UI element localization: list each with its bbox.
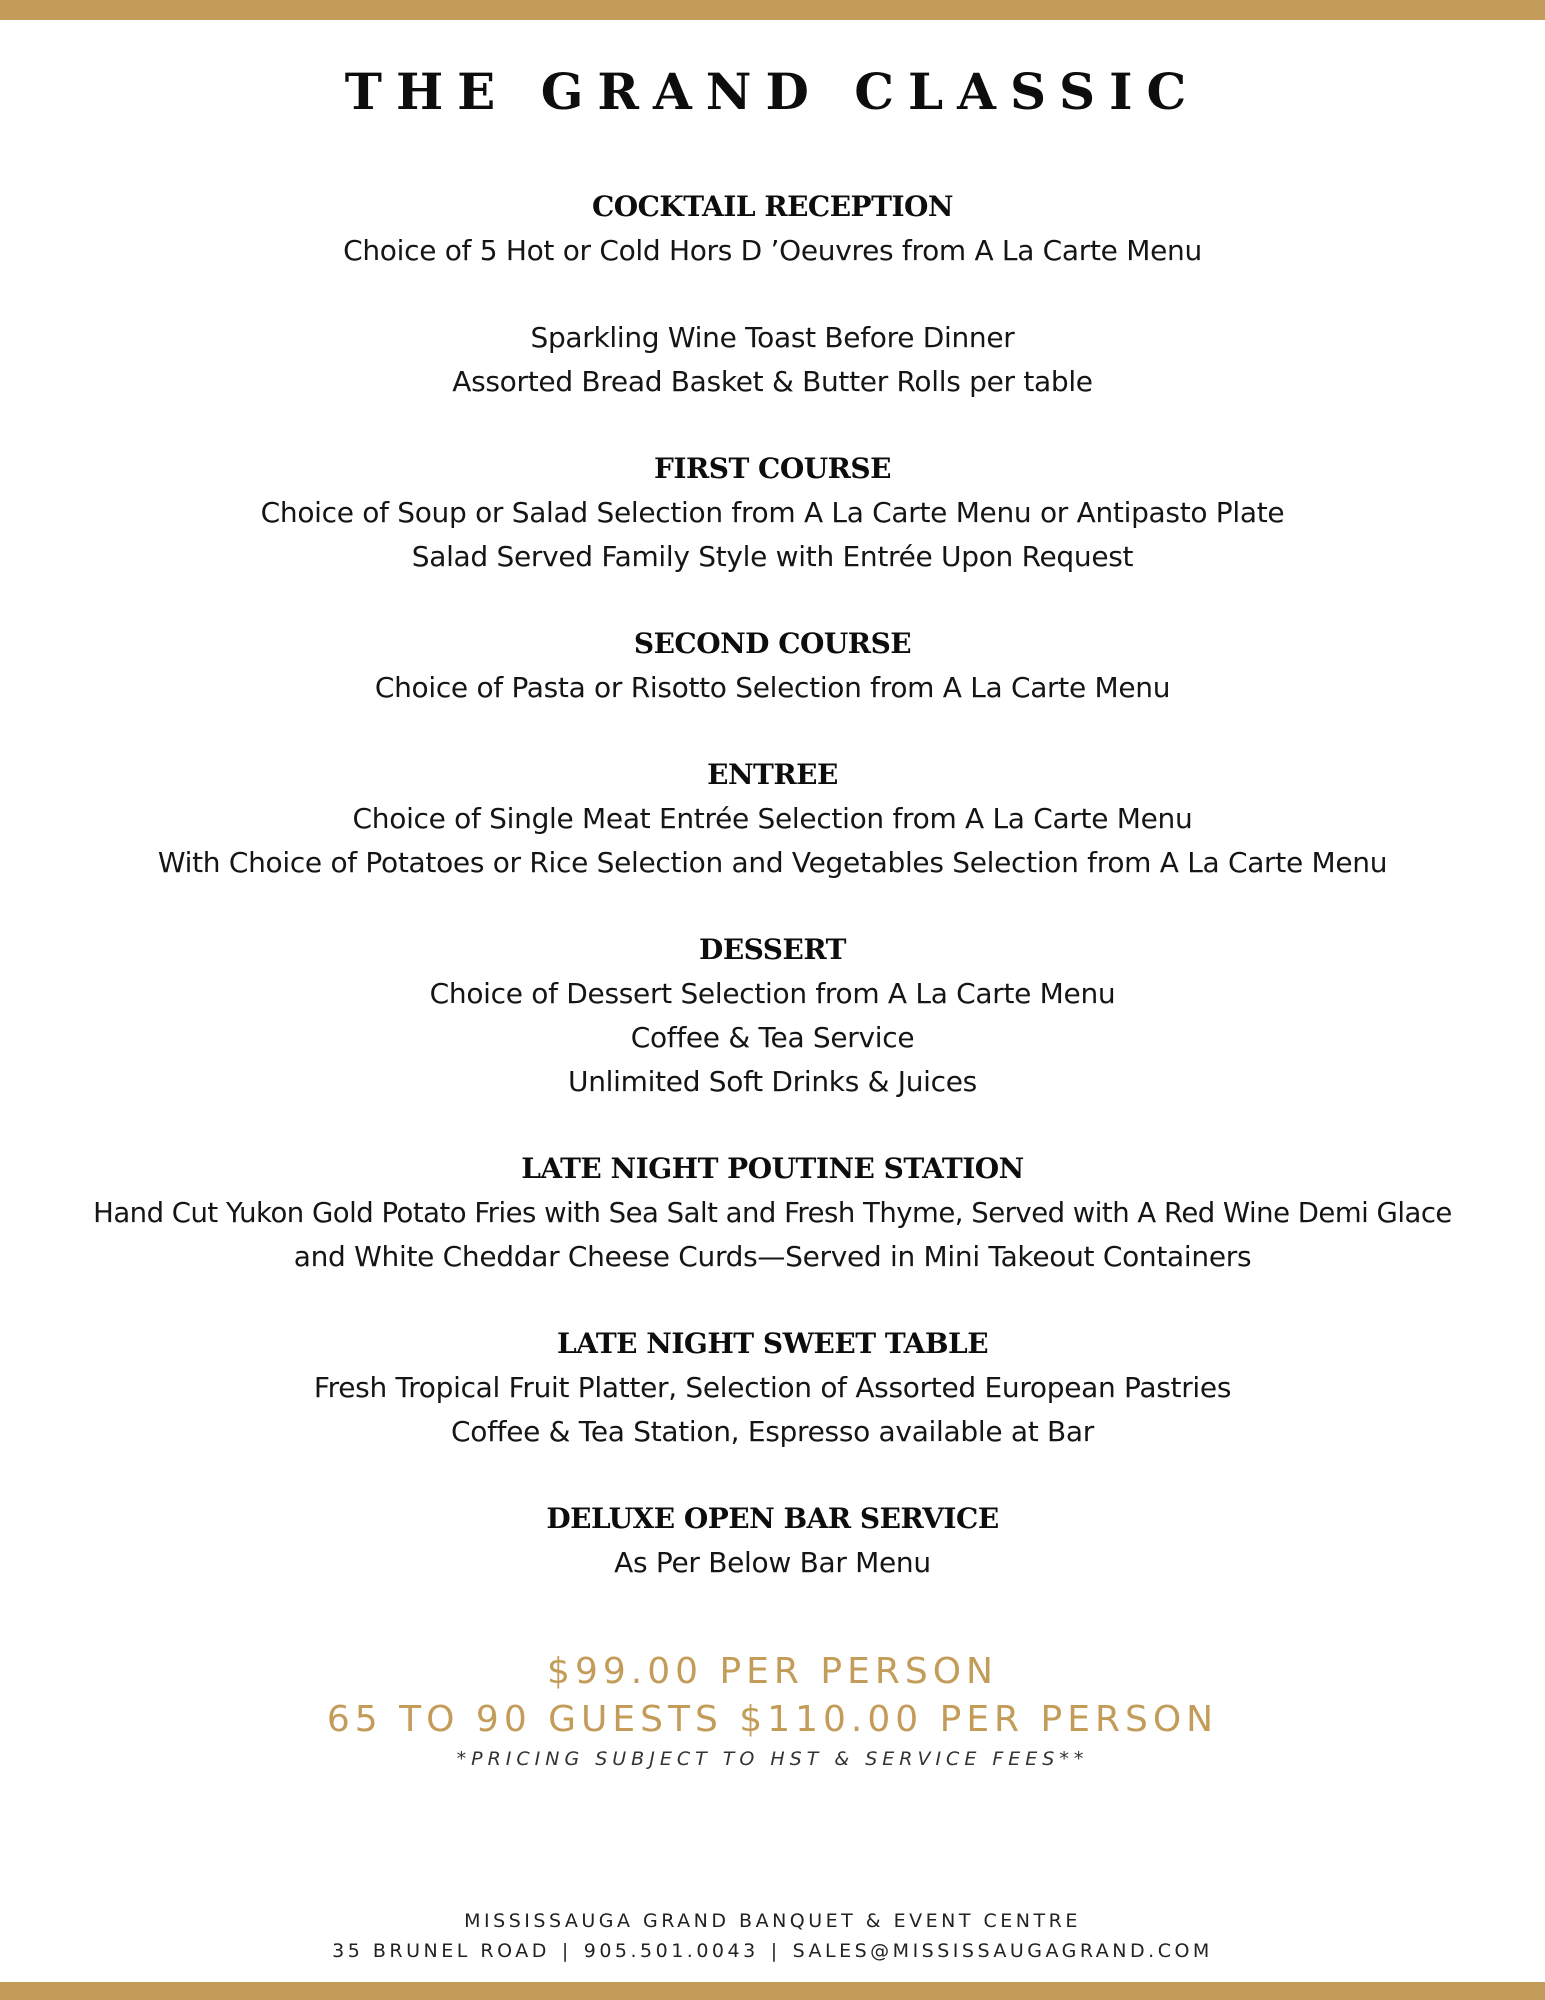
menu-sections (0, 185, 1545, 1628)
section-heading: DESSERT (699, 933, 846, 966)
price-guest-tier: 65 TO 90 GUESTS $110.00 PER PERSON (326, 1699, 1219, 1740)
footer-venue: MISSISSAUGA GRAND BANQUET & EVENT CENTRE (464, 1910, 1081, 1932)
menu-line: Choice of Soup or Salad Selection from A La Carte Menu or Antipasto Plate (260, 496, 1285, 529)
menu-line: Fresh Tropical Fruit Platter, Selection of Assorted European Pastries (313, 1371, 1232, 1404)
menu-line: Sparkling Wine Toast Before Dinner (530, 321, 1015, 354)
menu-line: Hand Cut Yukon Gold Potato Fries with Sea Salt and Fresh Thyme, Served with A Red Wine Demi Glace (93, 1197, 1452, 1229)
section-heading: LATE NIGHT POUTINE STATION (521, 1152, 1024, 1185)
menu-line: With Choice of Potatoes or Rice Selection and Vegetables Selection from A La Carte Menu (157, 846, 1388, 879)
pricing-block (0, 1648, 1545, 1770)
section-heading: FIRST COURSE (654, 452, 891, 485)
section-second-course (0, 622, 1545, 710)
footer-phone: 905.501.0043 (583, 1940, 759, 1962)
menu-line: and White Cheddar Cheese Curds—Served in Mini Takeout Containers (293, 1240, 1252, 1273)
page-title: THE GRAND CLASSIC (344, 62, 1201, 121)
section-late-night-poutine-station (0, 1147, 1545, 1279)
section-deluxe-open-bar-service (0, 1497, 1545, 1585)
section-cocktail-reception (0, 185, 1545, 404)
line-spacer (0, 273, 1545, 316)
menu-line: Choice of Dessert Selection from A La Carte Menu (429, 977, 1116, 1010)
section-entree (0, 753, 1545, 885)
footer-separator: | (561, 1940, 572, 1962)
menu-line: Choice of 5 Hot or Cold Hors D ’Oeuvres from A La Carte Menu (343, 234, 1202, 267)
section-heading: ENTREE (707, 758, 838, 791)
footer-separator: | (770, 1940, 781, 1962)
top-gold-bar (0, 0, 1545, 20)
menu-line: Unlimited Soft Drinks & Juices (568, 1065, 977, 1098)
menu-line: Coffee & Tea Service (630, 1021, 915, 1054)
menu-line: Choice of Pasta or Risotto Selection from A La Carte Menu (374, 671, 1171, 704)
footer-address: 35 BRUNEL ROAD (332, 1940, 550, 1962)
menu-line: Assorted Bread Basket & Butter Rolls per table (452, 365, 1093, 398)
footer-contact-line (0, 1936, 1545, 1966)
section-dessert (0, 928, 1545, 1104)
section-heading: SECOND COURSE (633, 627, 912, 660)
bottom-gold-bar (0, 1982, 1545, 2000)
section-late-night-sweet-table (0, 1322, 1545, 1454)
section-first-course (0, 447, 1545, 579)
menu-line: Coffee & Tea Station, Espresso available at Bar (451, 1415, 1094, 1448)
section-heading: LATE NIGHT SWEET TABLE (556, 1327, 989, 1360)
section-heading: COCKTAIL RECEPTION (591, 190, 954, 223)
price-per-person: $99.00 PER PERSON (547, 1651, 998, 1692)
footer-email: SALES@MISSISSAUGAGRAND.COM (792, 1940, 1213, 1962)
menu-line: Salad Served Family Style with Entrée Upon Request (411, 540, 1134, 573)
section-heading: DELUXE OPEN BAR SERVICE (546, 1502, 999, 1535)
pricing-note: *PRICING SUBJECT TO HST & SERVICE FEES** (456, 1748, 1089, 1770)
menu-line: Choice of Single Meat Entrée Selection from A La Carte Menu (352, 802, 1193, 835)
footer (0, 1906, 1545, 1966)
menu-line: As Per Below Bar Menu (614, 1546, 931, 1579)
